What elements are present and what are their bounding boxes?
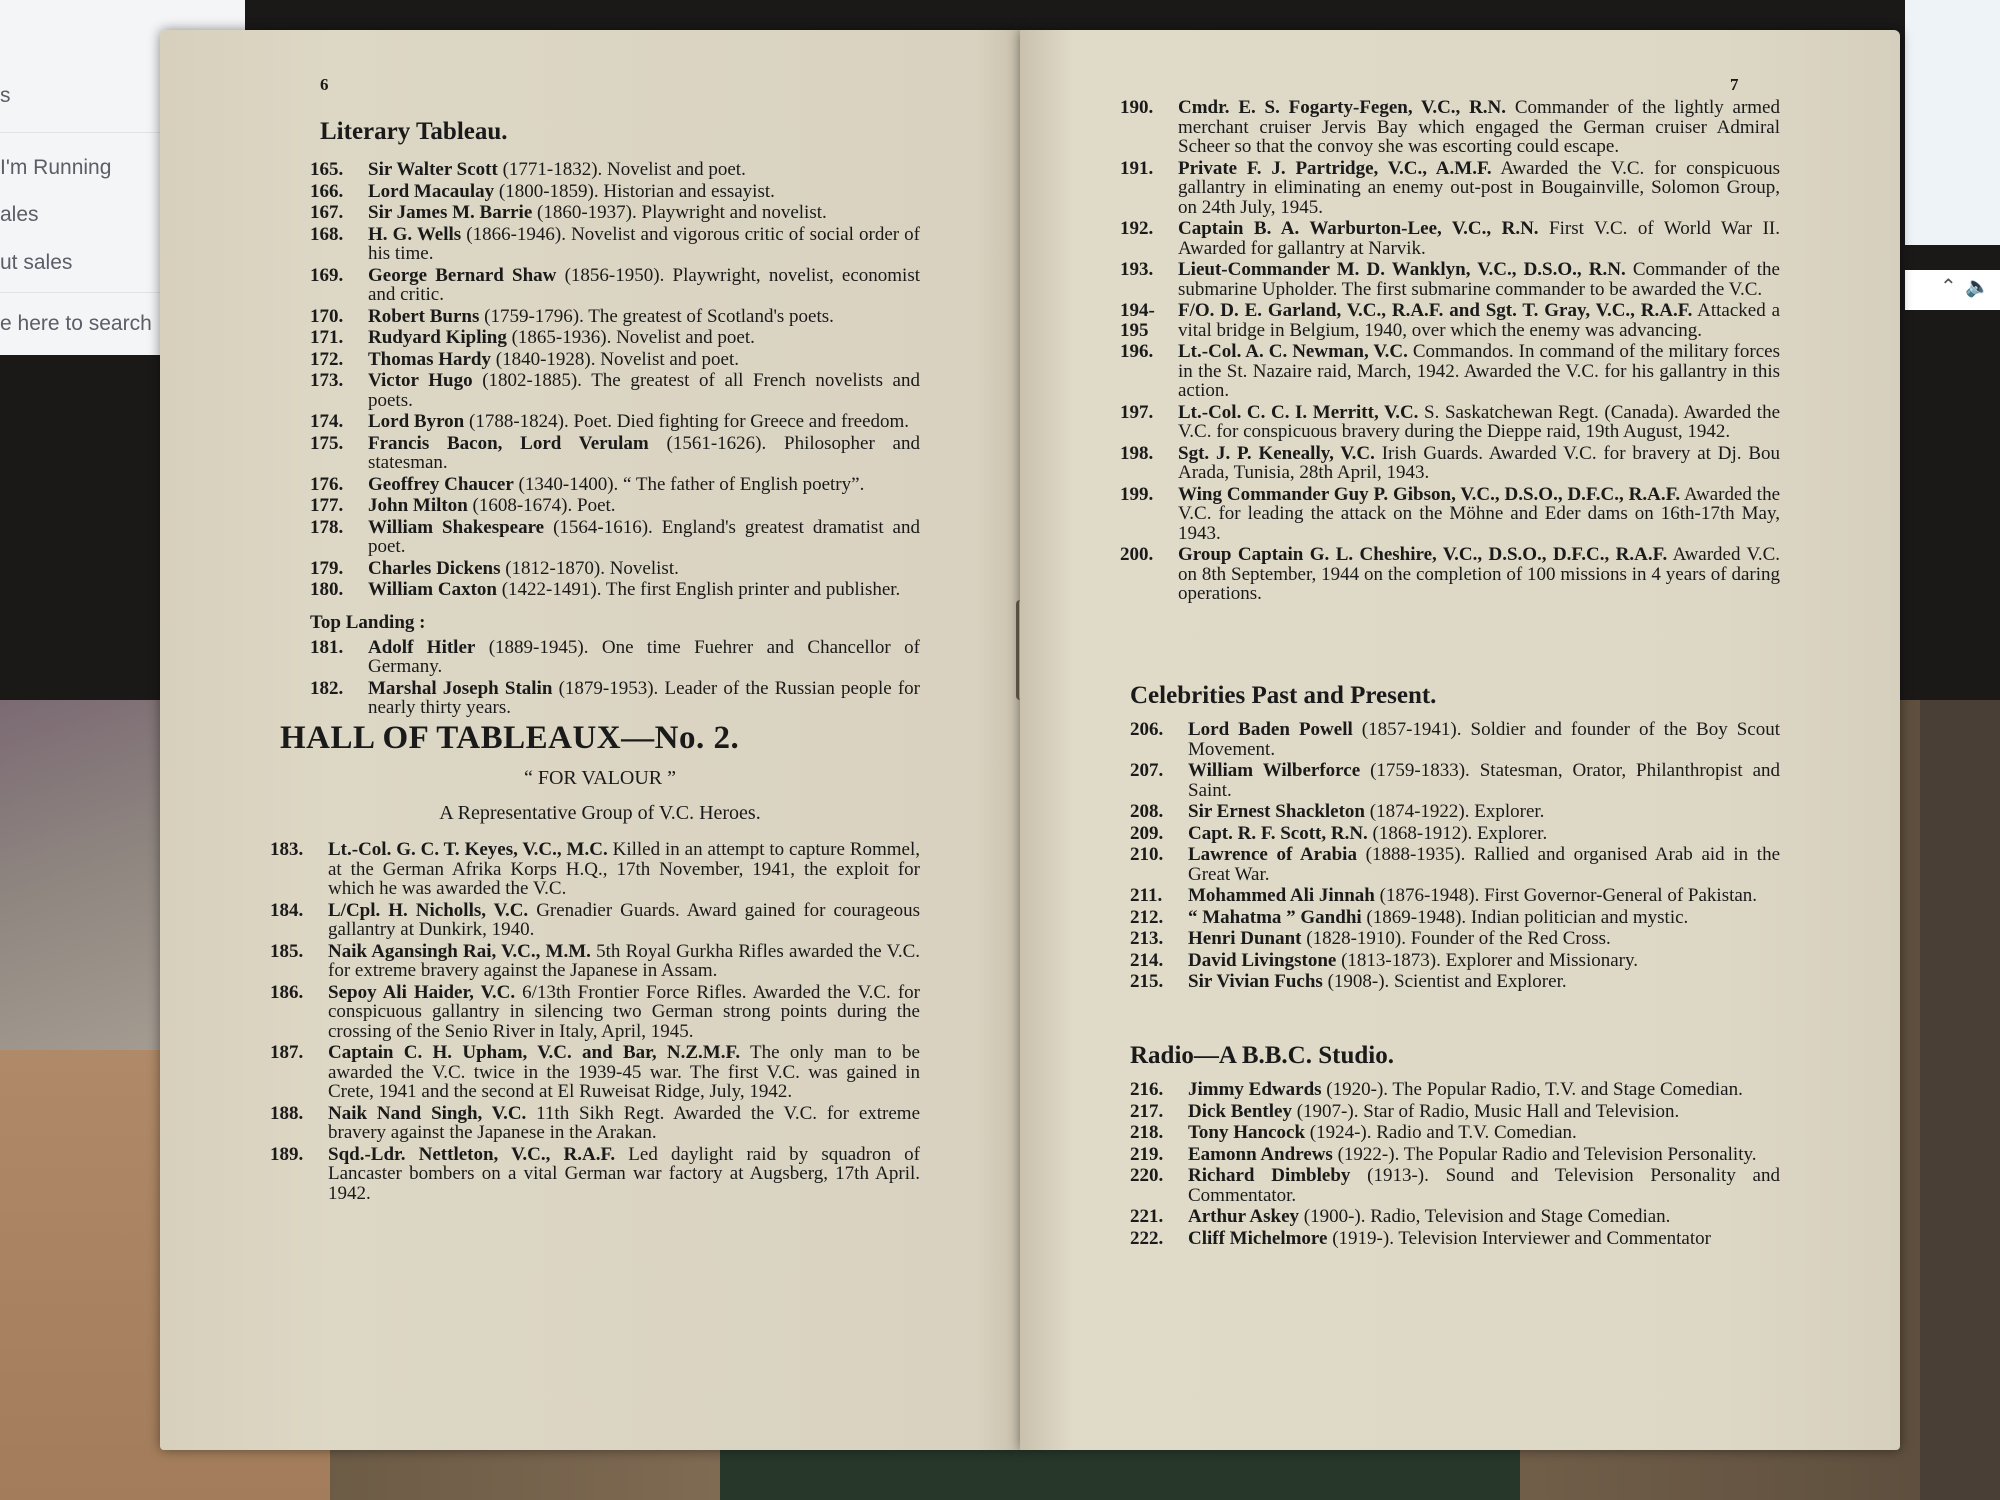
entry-description: Awarded V.C. on 8th September, 1944 on the completion of 100 missions in 4 years of daring operations.	[1178, 544, 1780, 604]
entry-number: 211.	[1130, 885, 1163, 906]
entry-number: 214.	[1130, 949, 1164, 971]
entry-name: Geoffrey Chaucer	[368, 473, 514, 495]
list-item	[310, 518, 920, 557]
entry-text	[368, 475, 920, 495]
list-item	[310, 475, 920, 495]
entry-number: 210.	[1130, 844, 1164, 865]
entry-number: 173.	[310, 370, 344, 391]
entry-description: (1869-1948). Indian politician and mystic.	[1366, 906, 1689, 928]
entry-name: William Caxton	[368, 579, 497, 600]
entry-text	[368, 580, 920, 600]
entry-number: 220.	[1130, 1165, 1164, 1186]
list-item	[310, 328, 920, 348]
list-item	[270, 901, 920, 940]
entry-text	[1188, 929, 1780, 949]
entry-name: Sir Walter Scott	[368, 159, 498, 180]
list-item	[1130, 802, 1780, 822]
entry-name: William Shakespeare	[368, 516, 545, 538]
entry-description: (1868-1912). Explorer.	[1372, 822, 1548, 844]
entry-number: 174.	[310, 411, 344, 432]
entry-description: (1888-1935). Rallied and organised Arab aid in the Great War.	[1188, 844, 1780, 885]
list-item	[310, 225, 920, 264]
entry-text	[1188, 951, 1780, 971]
list-item	[1120, 260, 1780, 299]
entry-description: (1889-1945). One time Fuehrer and Chancellor of Germany.	[368, 636, 920, 677]
entry-name: Lord Macaulay	[368, 180, 495, 202]
entry-text	[1178, 301, 1780, 340]
entry-text	[1178, 545, 1780, 604]
entry-name: Rudyard Kipling	[368, 327, 507, 348]
entry-number: 182.	[310, 677, 344, 699]
screen-item: I'm Running	[0, 156, 112, 179]
entry-text	[1188, 802, 1780, 822]
entry-text	[1188, 1229, 1780, 1249]
entry-text	[1188, 1166, 1780, 1205]
entry-description: (1759-1833). Statesman, Orator, Philanthropist and Saint.	[1188, 760, 1781, 801]
entry-number: 216.	[1130, 1079, 1164, 1100]
entry-name: Cliff Michelmore	[1188, 1227, 1328, 1249]
entry-text	[1178, 260, 1780, 299]
entry-description: Awarded the V.C. for leading the attack on the Möhne and Eder dams on 16th-17th May, 1943.	[1178, 483, 1781, 544]
entry-text	[1178, 444, 1780, 483]
entry-text	[368, 328, 920, 348]
list-item	[1120, 98, 1780, 157]
screen-item: s	[0, 84, 11, 107]
entry-name: Victor Hugo	[368, 370, 473, 391]
entry-name: Sir Ernest Shackleton	[1188, 801, 1366, 822]
second-monitor-screen	[1905, 0, 2000, 245]
entry-number: 183.	[270, 839, 304, 860]
entry-text	[1188, 1145, 1780, 1165]
list-item	[1130, 972, 1780, 992]
entry-number: 186.	[270, 981, 304, 1003]
list-item	[1130, 1229, 1780, 1249]
entry-number: 218.	[1130, 1122, 1164, 1143]
entry-number: 206.	[1130, 719, 1164, 740]
entry-description: (1788-1824). Poet. Died fighting for Greece and freedom.	[469, 411, 910, 432]
entry-description: (1771-1832). Novelist and poet.	[502, 159, 746, 180]
entry-name: Lieut-Commander M. D. Wanklyn, V.C., D.S.O., R.N.	[1178, 259, 1626, 280]
radio-title: Radio—A B.B.C. Studio.	[1130, 1042, 1394, 1069]
entry-description: Commander of the lightly armed merchant cruiser Jervis Bay which engaged the German cruiser Admiral Scheer so that the convoy she was escorting could escape.	[1178, 97, 1780, 157]
entry-text	[1188, 761, 1780, 800]
list-item	[310, 580, 920, 600]
entry-description: (1340-1400). “ The father of English poetry”.	[518, 473, 865, 495]
entry-text	[328, 1104, 920, 1143]
entry-number: 178.	[310, 516, 344, 538]
entry-name: Naik Nand Singh, V.C.	[328, 1102, 527, 1124]
list-item	[310, 266, 920, 305]
entry-number: 170.	[310, 305, 344, 327]
entry-text	[1188, 1102, 1780, 1122]
literary-title: Literary Tableau.	[320, 118, 508, 145]
entry-description: (1813-1873). Explorer and Missionary.	[1341, 949, 1638, 971]
entry-number: 191.	[1120, 157, 1154, 179]
entry-description: (1866-1946). Novelist and vigorous critic of social order of his time.	[368, 223, 920, 264]
entry-number: 194-195	[1120, 300, 1155, 341]
entry-name: Lawrence of Arabia	[1188, 844, 1357, 865]
entry-name: Richard Dimbleby	[1188, 1165, 1351, 1186]
entry-description: (1564-1616). England's greatest dramatist and poet.	[368, 516, 920, 557]
list-item	[1120, 342, 1780, 401]
list-item	[310, 412, 920, 432]
entry-text	[1188, 972, 1780, 992]
entry-description: (1865-1936). Novelist and poet.	[511, 327, 755, 348]
entry-name: Dick Bentley	[1188, 1100, 1292, 1122]
entry-text	[368, 559, 920, 579]
left-page	[160, 30, 1020, 1450]
entry-description: (1919-). Television Interviewer and Commentator	[1332, 1227, 1711, 1249]
top-landing-label: Top Landing :	[310, 611, 426, 633]
entry-text	[328, 901, 920, 940]
entry-number: 207.	[1130, 760, 1164, 781]
entry-text	[328, 1145, 920, 1204]
entry-number: 185.	[270, 940, 304, 962]
entry-name: Private F. J. Partridge, V.C., A.M.F.	[1178, 157, 1492, 179]
entry-description: Commandos. In command of the military forces in the St. Nazaire raid, March, 1942. Awarded the V.C. for his gallantry in this action.	[1178, 341, 1781, 401]
list-item	[310, 160, 920, 180]
entry-number: 168.	[310, 223, 344, 245]
entry-number: 180.	[310, 579, 344, 600]
entry-number: 190.	[1120, 97, 1154, 118]
radio-list	[1130, 1080, 1780, 1250]
list-item	[1120, 444, 1780, 483]
entry-number: 217.	[1130, 1100, 1164, 1122]
entry-text	[1188, 908, 1780, 928]
list-item	[270, 983, 920, 1042]
entry-name: Robert Burns	[368, 305, 480, 327]
entry-description: (1802-1885). The greatest of all French novelists and poets.	[368, 370, 920, 411]
list-item	[1130, 761, 1780, 800]
entry-description: Grenadier Guards. Award gained for courageous gallantry at Dunkirk, 1940.	[328, 899, 921, 940]
entry-description: Awarded the V.C. for conspicuous gallantry in eliminating an enemy out-post in Bougainville, Solomon Group, on 24th July, 1945.	[1178, 157, 1781, 218]
entry-text	[368, 160, 920, 180]
taskbar-tray	[1905, 270, 2000, 310]
entry-name: Group Captain G. L. Cheshire, V.C., D.S.O., D.F.C., R.A.F.	[1178, 544, 1668, 565]
entry-name: Sepoy Ali Haider, V.C.	[328, 981, 516, 1003]
entry-number: 171.	[310, 327, 344, 348]
entry-number: 175.	[310, 432, 344, 454]
list-item	[1130, 720, 1780, 759]
entry-number: 165.	[310, 159, 344, 180]
entry-description: 5th Royal Gurkha Rifles awarded the V.C. for extreme bravery against the Japanese in Assam.	[328, 940, 920, 981]
list-item	[1120, 403, 1780, 442]
hall-title: HALL OF TABLEAUX—No. 2.	[280, 720, 740, 756]
list-item	[270, 942, 920, 981]
entry-description: (1840-1928). Novelist and poet.	[495, 348, 740, 370]
entry-text	[1188, 845, 1780, 884]
entry-name: Captain B. A. Warburton-Lee, V.C., R.N.	[1178, 218, 1539, 239]
entry-description: (1874-1922). Explorer.	[1369, 801, 1545, 822]
entry-text	[368, 371, 920, 410]
list-item	[310, 638, 920, 677]
entry-description: S. Saskatchewan Regt. (Canada). Awarded the V.C. for conspicuous bravery during the Dieppe raid, 19th August, 1942.	[1178, 401, 1780, 442]
entry-name: Wing Commander Guy P. Gibson, V.C., D.S.O., D.F.C., R.A.F.	[1178, 483, 1681, 505]
entry-name: Sqd.-Ldr. Nettleton, V.C., R.A.F.	[328, 1143, 616, 1165]
entry-text	[368, 496, 920, 516]
speaker-icon[interactable]: 🔈	[1965, 274, 1990, 298]
entry-description: (1908-). Scientist and Explorer.	[1327, 971, 1567, 992]
entry-text	[1188, 824, 1780, 844]
entry-description: Irish Guards. Awarded V.C. for bravery at Dj. Bou Arada, Tunisia, 28th April, 1943.	[1178, 442, 1780, 483]
entry-description: Commander of the submarine Upholder. The first submarine commander to be awarded the V.C.	[1178, 259, 1780, 300]
entry-name: Sir James M. Barrie	[368, 202, 533, 223]
entry-text	[368, 350, 920, 370]
search-box-text[interactable]: e here to search	[0, 312, 152, 335]
entry-number: 199.	[1120, 483, 1154, 505]
entry-name: Lt.-Col. G. C. T. Keyes, V.C., M.C.	[328, 839, 608, 860]
list-item	[1120, 159, 1780, 218]
entry-name: David Livingstone	[1188, 949, 1337, 971]
entry-number: 212.	[1130, 906, 1164, 928]
entry-name: Charles Dickens	[368, 557, 501, 579]
hall-subtitle: “ FOR VALOUR ”	[523, 767, 677, 789]
entry-description: (1876-1948). First Governor-General of Pakistan.	[1379, 885, 1758, 906]
entry-name: William Wilberforce	[1188, 760, 1361, 781]
right-page	[1020, 30, 1900, 1450]
entry-number: 166.	[310, 180, 344, 202]
entry-description: Led daylight raid by squadron of Lancaster bombers on a vital German war factory at Augsberg, 17th April. 1942.	[328, 1143, 921, 1204]
entry-number: 189.	[270, 1143, 304, 1165]
entry-name: Mohammed Ali Jinnah	[1188, 885, 1375, 906]
page-number: 6	[320, 75, 329, 94]
entry-number: 187.	[270, 1042, 304, 1063]
list-item	[270, 1104, 920, 1143]
entry-number: 193.	[1120, 259, 1154, 280]
entry-name: Lord Baden Powell	[1188, 719, 1353, 740]
entry-description: First V.C. of World War II. Awarded for gallantry at Narvik.	[1178, 218, 1780, 259]
vc-list	[1120, 98, 1780, 606]
celebrities-list	[1130, 720, 1780, 994]
list-item	[270, 840, 920, 899]
list-item	[270, 1145, 920, 1204]
list-item	[1130, 951, 1780, 971]
list-item	[1130, 1102, 1780, 1122]
entry-description: (1812-1870). Novelist.	[505, 557, 679, 579]
entry-number: 198.	[1120, 442, 1154, 464]
entry-name: Lord Byron	[368, 411, 465, 432]
entry-number: 196.	[1120, 341, 1154, 362]
entry-text	[368, 307, 920, 327]
entry-text	[368, 434, 920, 473]
entry-number: 184.	[270, 899, 304, 921]
entry-text	[328, 983, 920, 1042]
entry-name: Henri Dunant	[1188, 928, 1302, 949]
entry-description: (1907-). Star of Radio, Music Hall and Television.	[1296, 1100, 1680, 1122]
list-item	[310, 371, 920, 410]
entry-description: 6/13th Frontier Force Rifles. Awarded the V.C. for conspicuous gallantry in silencing two German strong points during the crossing of the Senio River in Italy, April, 1945.	[328, 981, 921, 1042]
entry-text	[368, 412, 920, 432]
list-item	[1120, 219, 1780, 258]
entry-description: (1920-). The Popular Radio, T.V. and Stage Comedian.	[1326, 1079, 1743, 1100]
entry-number: 222.	[1130, 1227, 1164, 1249]
entry-name: John Milton	[368, 495, 468, 516]
entry-description: (1828-1910). Founder of the Red Cross.	[1306, 928, 1611, 949]
entry-description: (1608-1674). Poet.	[472, 495, 616, 516]
entry-number: 179.	[310, 557, 344, 579]
entry-number: 192.	[1120, 218, 1154, 239]
literary-list	[310, 160, 920, 720]
entry-number: 213.	[1130, 928, 1164, 949]
entry-text	[368, 203, 920, 223]
entry-number: 177.	[310, 495, 344, 516]
entry-text	[328, 1043, 920, 1102]
entry-description: (1924-). Radio and T.V. Comedian.	[1309, 1122, 1577, 1143]
entry-text	[368, 518, 920, 557]
entry-number: 197.	[1120, 401, 1154, 423]
entry-name: Captain C. H. Upham, V.C. and Bar, N.Z.M.F.	[328, 1042, 741, 1063]
entry-description: (1561-1626). Philosopher and statesman.	[368, 432, 920, 473]
list-item	[310, 679, 920, 718]
entry-number: 167.	[310, 202, 344, 223]
entry-name: H. G. Wells	[368, 223, 462, 245]
entry-name: Arthur Askey	[1188, 1206, 1300, 1227]
entry-name: Jimmy Edwards	[1188, 1079, 1322, 1100]
entry-description: 11th Sikh Regt. Awarded the V.C. for extreme bravery against the Japanese in the Arakan.	[328, 1102, 920, 1143]
page-number: 7	[1730, 75, 1739, 94]
entry-number: 200.	[1120, 544, 1154, 565]
entry-description: (1422-1491). The first English printer and publisher.	[501, 579, 901, 600]
entry-name: Cmdr. E. S. Fogarty-Fegen, V.C., R.N.	[1178, 97, 1507, 118]
list-item	[1120, 301, 1780, 340]
entry-text	[1178, 342, 1780, 401]
list-item	[310, 559, 920, 579]
entry-description: Killed in an attempt to capture Rommel, at the German Afrika Korps H.Q., 17th November, 1941, the exploit for which he was awarded the V.C.	[328, 839, 921, 899]
entry-name: Sgt. J. P. Keneally, V.C.	[1178, 442, 1375, 464]
entry-text	[1178, 403, 1780, 442]
entry-text	[328, 840, 920, 899]
screen-item: ales	[0, 203, 39, 226]
entry-description: The only man to be awarded the V.C. twice in the 1939-45 war. The first V.C. was gained in Crete, 1941 and the second at El Ruweisat Ridge, July, 1942.	[328, 1042, 920, 1102]
celebrities-title: Celebrities Past and Present.	[1130, 682, 1437, 709]
entry-name: Marshal Joseph Stalin	[368, 677, 553, 699]
list-item	[310, 434, 920, 473]
entry-number: 176.	[310, 473, 344, 495]
entry-description: (1759-1796). The greatest of Scotland's poets.	[484, 305, 834, 327]
entry-text	[1178, 219, 1780, 258]
entry-text	[1178, 159, 1780, 218]
entry-number: 221.	[1130, 1206, 1164, 1227]
list-item	[310, 307, 920, 327]
entry-name: Adolf Hitler	[368, 636, 476, 658]
list-item	[1130, 1123, 1780, 1143]
entry-description: (1922-). The Popular Radio and Television Personality.	[1337, 1143, 1757, 1165]
entry-name: Capt. R. F. Scott, R.N.	[1188, 822, 1368, 844]
list-item	[1130, 1080, 1780, 1100]
list-item	[1130, 1145, 1780, 1165]
list-item	[1130, 929, 1780, 949]
entry-name: George Bernard Shaw	[368, 264, 557, 286]
entry-number: 215.	[1130, 971, 1164, 992]
list-item	[1120, 545, 1780, 604]
entry-name: “ Mahatma ” Gandhi	[1188, 906, 1362, 928]
entry-name: L/Cpl. H. Nicholls, V.C.	[328, 899, 529, 921]
entry-text	[1188, 720, 1780, 759]
list-item	[310, 182, 920, 202]
entry-text	[1188, 886, 1780, 906]
list-item	[1130, 1166, 1780, 1205]
entry-name: Tony Hancock	[1188, 1122, 1306, 1143]
entry-text	[368, 225, 920, 264]
list-item	[1130, 845, 1780, 884]
entry-text	[1188, 1207, 1780, 1227]
entry-name: Sir Vivian Fuchs	[1188, 971, 1323, 992]
entry-name: Francis Bacon, Lord Verulam	[368, 432, 649, 454]
list-item	[1120, 485, 1780, 544]
entry-text	[1178, 485, 1780, 544]
list-item	[310, 350, 920, 370]
entry-description: (1879-1953). Leader of the Russian people for nearly thirty years.	[368, 677, 921, 718]
entry-number: 172.	[310, 348, 344, 370]
entry-description: (1857-1941). Soldier and founder of the Boy Scout Movement.	[1188, 719, 1780, 760]
screen-item: ut sales	[0, 251, 73, 274]
entry-text	[368, 182, 920, 202]
list-item	[310, 496, 920, 516]
entry-text	[368, 679, 920, 718]
entry-description: (1800-1859). Historian and essayist.	[498, 180, 775, 202]
entry-text	[368, 638, 920, 677]
entry-number: 219.	[1130, 1143, 1164, 1165]
list-item	[1130, 908, 1780, 928]
list-item	[310, 203, 920, 223]
entry-number: 181.	[310, 636, 344, 658]
hall-list	[270, 840, 920, 1205]
entry-number: 208.	[1130, 801, 1164, 822]
entry-description: (1913-). Sound and Television Personality and Commentator.	[1188, 1165, 1780, 1206]
entry-name: Lt.-Col. A. C. Newman, V.C.	[1178, 341, 1408, 362]
entry-description: (1900-). Radio, Television and Stage Comedian.	[1303, 1206, 1671, 1227]
entry-name: Eamonn Andrews	[1188, 1143, 1333, 1165]
entry-number: 169.	[310, 264, 344, 286]
entry-description: Attacked a vital bridge in Belgium, 1940, over which the enemy was advancing.	[1178, 300, 1781, 341]
list-item	[1130, 1207, 1780, 1227]
entry-text	[1178, 98, 1780, 157]
entry-name: F/O. D. E. Garland, V.C., R.A.F. and Sgt. T. Gray, V.C., R.A.F.	[1178, 300, 1693, 321]
list-item	[1130, 886, 1780, 906]
hall-caption: A Representative Group of V.C. Heroes.	[439, 802, 761, 824]
entry-text	[368, 266, 920, 305]
list-item	[1130, 824, 1780, 844]
entry-description: (1860-1937). Playwright and novelist.	[537, 202, 827, 223]
list-item	[270, 1043, 920, 1102]
entry-text	[1188, 1080, 1780, 1100]
chevron-up-icon[interactable]: ⌃	[1940, 274, 1957, 298]
entry-number: 188.	[270, 1102, 304, 1124]
entry-text	[1188, 1123, 1780, 1143]
entry-description: (1856-1950). Playwright, novelist, economist and critic.	[368, 264, 921, 305]
entry-name: Thomas Hardy	[368, 348, 491, 370]
entry-name: Lt.-Col. C. C. I. Merritt, V.C.	[1178, 401, 1419, 423]
entry-text	[328, 942, 920, 981]
entry-number: 209.	[1130, 822, 1164, 844]
entry-name: Naik Agansingh Rai, V.C., M.M.	[328, 940, 591, 962]
